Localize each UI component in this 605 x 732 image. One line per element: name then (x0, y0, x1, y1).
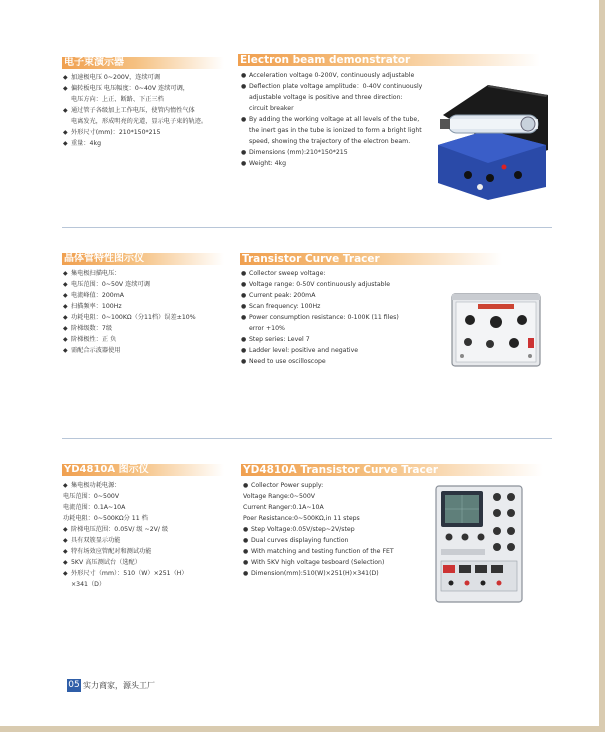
spec-item (63, 524, 188, 535)
section-divider-2 (62, 438, 552, 439)
spec-item (63, 127, 207, 138)
bullet-icon: ● (241, 336, 247, 343)
section1-en-title: Electron beam demonstrator (238, 54, 540, 66)
spec-item (241, 158, 422, 169)
spec-text: Voltage Range:0~500V (243, 493, 316, 500)
spec-item (63, 546, 188, 557)
section2-en-title: Transistor Curve Tracer (240, 253, 502, 265)
section-divider-1 (62, 227, 552, 228)
page-border-bottom (0, 726, 605, 732)
bullet-icon: ● (241, 281, 247, 288)
spec-item (63, 94, 207, 105)
spec-item (63, 279, 196, 290)
bullet-icon: ● (241, 160, 247, 167)
spec-item (63, 579, 188, 590)
bullet-icon: ◆ (63, 303, 68, 310)
bullet-icon: ● (241, 347, 247, 354)
spec-item (241, 334, 399, 345)
spec-text: With matching and testing function of the FET (251, 548, 394, 555)
spec-text: Current Ranger:0.1A~10A (243, 504, 324, 511)
page-number: 05 (68, 680, 80, 690)
spec-item (63, 72, 207, 83)
section2-en-list (241, 268, 399, 367)
bullet-icon: ● (241, 358, 247, 365)
bullet-icon: ◆ (63, 74, 68, 81)
spec-item (63, 323, 196, 334)
spec-item (241, 323, 399, 334)
spec-text: Ladder level: positive and negative (249, 347, 359, 354)
spec-text: Collector sweep voltage: (249, 270, 326, 277)
spec-item (63, 568, 188, 579)
spec-item (63, 83, 207, 94)
spec-text: 加速极电压 0~200V，连续可调 (71, 74, 161, 81)
section3-en-list (243, 480, 394, 579)
spec-text: 集电极扫描电压： (71, 270, 121, 277)
spec-item (63, 105, 207, 116)
spec-text: 重量：4kg (71, 140, 102, 147)
bullet-icon: ● (241, 72, 247, 79)
spec-text: 电压范围：0~50V 连续可调 (71, 281, 150, 288)
spec-item (241, 290, 399, 301)
spec-item (241, 312, 399, 323)
spec-text: 需配合示波器使用 (71, 347, 121, 354)
electron-beam-demonstrator-photo (428, 75, 553, 200)
spec-item (63, 268, 196, 279)
spec-text: Deflection plate voltage amplitude：0-40V continuously (249, 83, 423, 90)
bullet-icon: ◆ (63, 281, 68, 288)
spec-text: With 5KV high voltage tesboard (Selection) (251, 559, 385, 566)
bullet-icon: ◆ (63, 85, 68, 92)
spec-text: 外形尺寸(mm)：210*150*215 (71, 129, 161, 136)
bullet-icon: ● (243, 548, 249, 555)
spec-text: Scan frequency: 100Hz (249, 303, 321, 310)
spec-item (63, 301, 196, 312)
spec-item (241, 81, 422, 92)
spec-text: ×341（D） (71, 581, 106, 588)
spec-item (241, 279, 399, 290)
bullet-icon: ◆ (63, 347, 68, 354)
spec-text: 电压范围：0~500V (63, 493, 120, 500)
spec-item (243, 513, 394, 524)
spec-text: 功耗电阻：0~100KΩ（分11档）误差±10% (71, 314, 196, 321)
spec-text: 阶梯电压范围：0.05V/ 级 ~2V/ 级 (71, 526, 169, 533)
spec-text: circuit breaker (249, 105, 294, 112)
spec-item (63, 345, 196, 356)
spec-text: 电流峰值：200mA (71, 292, 125, 299)
spec-item (241, 345, 399, 356)
spec-text: Step Voltage:0.05V/step~2V/step (251, 526, 355, 533)
bullet-icon: ◆ (63, 526, 68, 533)
spec-item (241, 301, 399, 312)
bullet-icon: ● (241, 270, 247, 277)
yd4810a-curve-tracer-photo (435, 485, 523, 603)
bullet-icon: ◆ (63, 336, 68, 343)
spec-text: 集电极功耗电源： (71, 482, 121, 489)
spec-text: Power consumption resistance: 0-100K (11 files) (249, 314, 399, 321)
spec-text: 外形尺寸（mm）：510（W）×251（H） (71, 570, 188, 577)
bullet-icon: ● (243, 559, 249, 566)
spec-text: 阶梯极性：正 负 (71, 336, 117, 343)
page-border-right (599, 0, 605, 732)
spec-item (63, 138, 207, 149)
section1-en-list (241, 70, 422, 169)
bullet-icon: ● (243, 537, 249, 544)
spec-item (241, 125, 422, 136)
spec-text: adjustable voltage is positive and three direction: (249, 94, 403, 101)
spec-text: Collector Power supply: (251, 482, 324, 489)
section3-zh-list (63, 480, 188, 590)
spec-text: 电压方向：上正、断路、下正三档 (71, 96, 164, 103)
spec-text: Dimension(mm):510(W)×251(H)×341(D) (251, 570, 379, 577)
transistor-curve-tracer-photo (450, 288, 542, 368)
section3-en-title: YD4810A Transistor Curve Tracer (241, 464, 543, 476)
spec-text: Step series: Level 7 (249, 336, 310, 343)
spec-item (241, 356, 399, 367)
spec-item (241, 136, 422, 147)
bullet-icon: ● (243, 526, 249, 533)
spec-item (63, 535, 188, 546)
spec-item (243, 568, 394, 579)
section3-zh-title: YD4810A 图示仪 (62, 464, 224, 476)
spec-text: speed, showing the trajectory of the electron beam. (249, 138, 411, 145)
spec-item (243, 491, 394, 502)
bullet-icon: ● (241, 83, 247, 90)
section2-zh-list (63, 268, 196, 356)
bullet-icon: ◆ (63, 559, 68, 566)
spec-item (243, 480, 394, 491)
spec-text: Dual curves displaying function (251, 537, 349, 544)
spec-text: 特有场效应管配对和测试功能 (71, 548, 152, 555)
spec-item (63, 116, 207, 127)
spec-item (243, 546, 394, 557)
bullet-icon: ● (241, 149, 247, 156)
spec-text: 偏转板电压 电压幅度：0~40V 连续可调， (71, 85, 189, 92)
spec-item (63, 513, 188, 524)
bullet-icon: ◆ (63, 292, 68, 299)
bullet-icon: ● (243, 570, 249, 577)
bullet-icon: ● (241, 303, 247, 310)
spec-text: error +10% (249, 325, 285, 332)
spec-item (243, 557, 394, 568)
bullet-icon: ◆ (63, 548, 68, 555)
spec-item (243, 502, 394, 513)
spec-item (243, 524, 394, 535)
spec-text: 阶梯级数：7级 (71, 325, 113, 332)
spec-text: Poer Resistance:0~500KΩ,in 11 steps (243, 515, 360, 522)
bullet-icon: ◆ (63, 314, 68, 321)
section1-zh-title: 电子束演示器 (62, 57, 224, 69)
bullet-icon: ● (241, 292, 247, 299)
spec-item (241, 70, 422, 81)
spec-text: 通过管子各级加上工作电压，使管内惰性气体 (71, 107, 195, 114)
spec-text: 电流范围：0.1A~10A (63, 504, 126, 511)
spec-item (63, 290, 196, 301)
section2-zh-title: 晶体管特性图示仪 (62, 253, 224, 265)
spec-item (243, 535, 394, 546)
spec-item (241, 92, 422, 103)
spec-item (63, 491, 188, 502)
footer-slogan: 实力商家，源头工厂 (83, 681, 155, 690)
spec-item (63, 557, 188, 568)
spec-text: Voltage range: 0-50V continuously adjustable (249, 281, 391, 288)
bullet-icon: ◆ (63, 107, 68, 114)
spec-text: Need to use oscilloscope (249, 358, 326, 365)
spec-text: 具有双簇显示功能 (71, 537, 121, 544)
spec-text: Dimensions (mm):210*150*215 (249, 149, 348, 156)
bullet-icon: ● (243, 482, 249, 489)
spec-text: Current peak: 200mA (249, 292, 316, 299)
spec-text: 电离发光，形成明亮的光道，显示电子束的轨迹。 (71, 118, 208, 125)
section1-zh-list (63, 72, 207, 149)
spec-item (241, 114, 422, 125)
bullet-icon: ◆ (63, 129, 68, 136)
bullet-icon: ◆ (63, 140, 68, 147)
spec-item (241, 103, 422, 114)
bullet-icon: ● (241, 314, 247, 321)
bullet-icon: ◆ (63, 570, 68, 577)
spec-text: 扫描频率：100Hz (71, 303, 122, 310)
spec-item (241, 268, 399, 279)
spec-item (63, 334, 196, 345)
spec-text: Weight: 4kg (249, 160, 287, 167)
spec-item (63, 312, 196, 323)
bullet-icon: ◆ (63, 482, 68, 489)
bullet-icon: ◆ (63, 325, 68, 332)
spec-text: the inert gas in the tube is ionized to form a bright light (249, 127, 422, 134)
bullet-icon: ● (241, 116, 247, 123)
spec-item (63, 502, 188, 513)
spec-text: Acceleration voltage 0-200V, continuously adjustable (249, 72, 415, 79)
spec-text: By adding the working voltage at all levels of the tube, (249, 116, 420, 123)
spec-item (63, 480, 188, 491)
spec-text: 5KV 高压测试台（选配） (71, 559, 141, 566)
bullet-icon: ◆ (63, 537, 68, 544)
spec-item (241, 147, 422, 158)
spec-text: 功耗电阻：0~500KΩ分 11 档 (63, 515, 148, 522)
bullet-icon: ◆ (63, 270, 68, 277)
